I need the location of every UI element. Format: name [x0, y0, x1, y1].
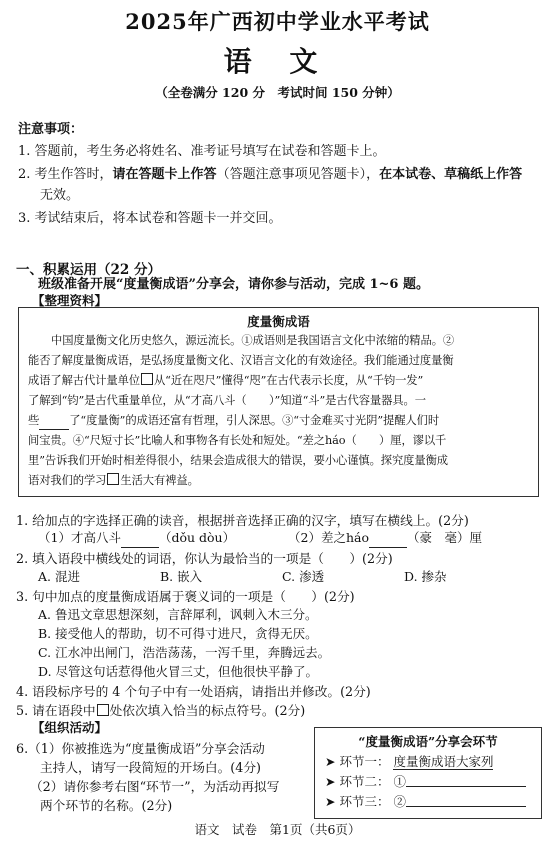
question-4: 4. 语段标序号的 4 个句子中有一处语病，请指出并修改。(2分): [16, 684, 371, 699]
material-box: [18, 307, 539, 497]
stage-3-marker: ②: [393, 794, 406, 809]
stage-1-label: 环节一：: [339, 754, 390, 769]
notice-item-2-cont: 无效。: [40, 188, 80, 203]
punct-box-icon: [97, 704, 109, 716]
question-1: 1. 给加点的字选择正确的读音，根据拼音选择正确的汉字，填写在横线上。(2分): [16, 513, 469, 528]
material-line-5: [28, 412, 439, 430]
material-line-3b: 从“近在咫尺”懂得“咫”在古代表示长度，从“千钧一发”: [153, 374, 424, 387]
material-line-3: [28, 372, 423, 388]
q1-item1-options: （dǒu dòu）: [158, 530, 236, 545]
q2-option-d[interactable]: D. 掺杂: [404, 569, 447, 584]
material-line-4: 了解到“钧”是古代重量单位，从“才高八斗（ ）”知道“斗”是古代容量器具。一: [28, 394, 426, 407]
question-6-part-2-cont: 两个环节的名称。(2分): [40, 798, 173, 813]
punct-box-2[interactable]: [107, 473, 119, 485]
notice-item-2-part-c: （答题注意事项见答题卡），: [216, 167, 380, 182]
section-heading: 一、积累运用（22 分）: [16, 262, 161, 278]
material-line-6: 间宝贵。④“尺短寸长”比喻人和事物各有长处和短处。“差之háo（ ）厘，谬以千: [28, 434, 447, 447]
exam-info: （全卷满分 120 分 考试时间 150 分钟）: [155, 85, 400, 100]
q1-item2-blank[interactable]: [369, 532, 407, 548]
notice-heading: 注意事项：: [18, 122, 84, 137]
exam-title: 2025年广西初中学业水平考试: [125, 9, 430, 34]
q5-text-b: 处依次填入恰当的标点符号。(2分): [109, 703, 306, 718]
notice-item-2-part-b: 请在答题卡上作答: [112, 167, 217, 182]
question-6-part-1-cont: 主持人，请写一段简短的开场白。(4分): [40, 760, 261, 775]
activity-stages-box: [314, 727, 542, 819]
question-1-item-2: [288, 528, 482, 548]
material-line-3a: 成语了解古代计量单位: [28, 374, 140, 387]
notice-item-3: 3. 考试结束后，将本试卷和答题卡一并交回。: [18, 211, 282, 226]
notice-item-2: [18, 163, 522, 182]
sub-heading-activity: 【组织活动】: [32, 720, 108, 735]
q2-option-c[interactable]: C. 渗透: [282, 569, 325, 584]
question-6-part-2: （2）请你参考右图“环节一”，为活动再拟写: [30, 779, 280, 794]
q3-option-c[interactable]: C. 江水冲出闸门，浩浩荡荡，一泻千里，奔腾远去。: [38, 645, 331, 660]
material-line-5a: 些: [28, 414, 40, 427]
q1-item1-text: （1）才高八斗: [38, 530, 121, 545]
stage-1-value: 度量衡成语大家列: [393, 754, 494, 769]
punct-box-1[interactable]: [141, 373, 153, 385]
material-line-7: 里”告诉我们开始时相差得很小，结果会造成很大的错误，要小心谨慎。探究度量衡成: [28, 454, 448, 467]
stage-3-label: 环节三：: [339, 794, 390, 809]
material-line-8: [28, 472, 199, 488]
question-5: [16, 700, 305, 719]
arrow-icon: ➤: [325, 794, 336, 809]
question-6-part-1: 6.（1）你被推选为“度量衡成语”分享会活动: [16, 741, 265, 756]
stage-2-blank[interactable]: [406, 786, 526, 787]
material-line-8a: 语对我们的学习: [28, 474, 107, 487]
sub-heading-material: 【整理资料】: [32, 293, 108, 308]
activity-box-title: “度量衡成语”分享会环节: [358, 734, 498, 749]
notice-item-1: 1. 答题前，考生务必将姓名、准考证号填写在试卷和答题卡上。: [18, 144, 386, 159]
stage-row-3: [325, 792, 526, 810]
stage-2-label: 环节二：: [339, 774, 390, 789]
q1-item2-text: （2）差之háo: [288, 530, 369, 545]
material-line-5b: 了“度量衡”的成语还富有哲理，引人深思。③“寸金难买寸光阴”提醒人们时: [69, 414, 440, 427]
q2-option-a[interactable]: A. 混进: [38, 569, 80, 584]
q1-item1-blank[interactable]: [121, 532, 159, 548]
notice-item-2-part-d: 在本试卷、草稿纸上作答: [379, 167, 523, 182]
q3-option-b[interactable]: B. 接受他人的帮助，切不可得寸进尺，贪得无厌。: [38, 626, 318, 641]
question-3: 3. 句中加点的度量衡成语属于褒义词的一项是（ ）(2分): [16, 589, 355, 604]
material-title: 度量衡成语: [247, 314, 310, 329]
material-line-8b: 生活大有裨益。: [120, 474, 199, 487]
question-2: 2. 填入语段中横线处的词语，你认为最恰当的一项是（ ）(2分): [16, 551, 393, 566]
fill-blank-line[interactable]: [39, 416, 69, 430]
q3-option-a[interactable]: A. 鲁迅文章思想深刻，言辞犀利，讽刺入木三分。: [38, 607, 318, 622]
arrow-icon: ➤: [325, 774, 336, 789]
page-footer: 语文 试卷 第1页（共6页）: [194, 822, 361, 837]
material-line-1: 中国度量衡文化历史悠久，源远流长。①成语则是我国语言文化中浓缩的精品。②: [51, 334, 455, 347]
stage-row-1: [325, 752, 493, 770]
subject-title: 语 文: [223, 45, 332, 78]
q2-option-b[interactable]: B. 嵌入: [160, 569, 203, 584]
q5-text-a: 5. 请在语段中: [16, 703, 96, 718]
stage-row-2: [325, 772, 526, 790]
q1-item2-options: （豪 毫）厘: [406, 530, 482, 545]
material-line-2: 能否了解度量衡成语，是弘扬度量衡文化、汉语言文化的有效途径。我们能通过度量衡: [28, 354, 454, 367]
arrow-icon: ➤: [325, 754, 336, 769]
stage-3-blank[interactable]: [406, 806, 526, 807]
stage-2-marker: ①: [393, 774, 406, 789]
question-1-item-1: [38, 528, 235, 548]
section-intro: 班级准备开展“度量衡成语”分享会，请你参与活动，完成 1~6 题。: [38, 277, 429, 292]
notice-item-2-part-a: 2. 考生作答时，: [18, 167, 113, 182]
q3-option-d[interactable]: D. 尽管这句话惹得他火冒三丈，但他很快平静了。: [38, 664, 319, 679]
